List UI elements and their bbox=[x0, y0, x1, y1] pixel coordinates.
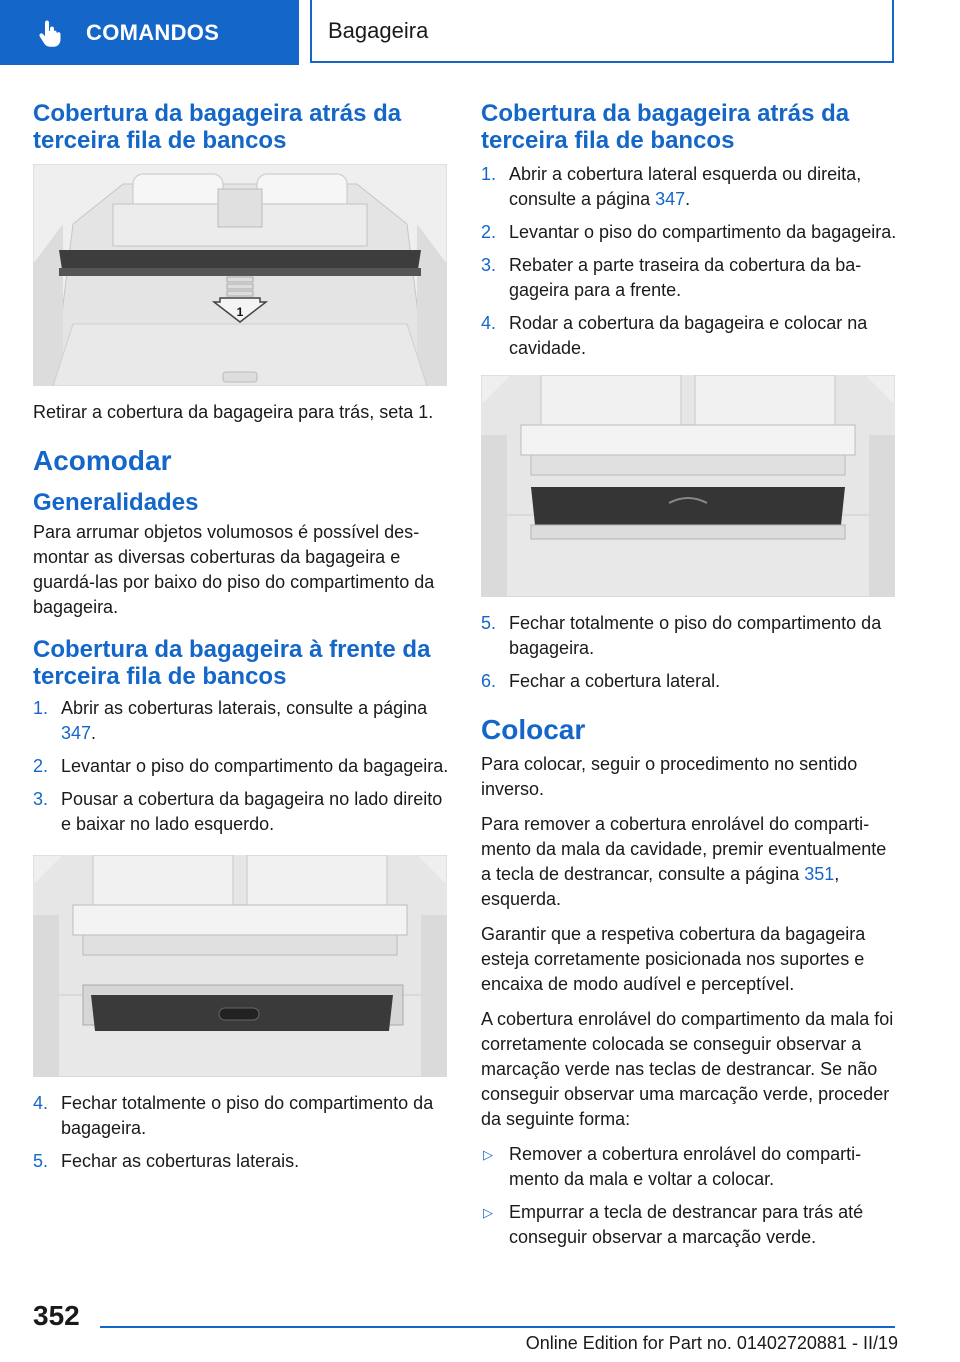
step-text: Levantar o piso do compartimento da bagageira. bbox=[509, 222, 897, 242]
step-text: Levantar o piso do compartimento da bagageira. bbox=[61, 756, 449, 776]
heading-colocar: Colocar bbox=[481, 714, 586, 745]
step-number: 2. bbox=[33, 756, 49, 776]
colocar-paragraph-2 bbox=[481, 812, 901, 912]
bullet-list bbox=[481, 1142, 901, 1250]
colocar-paragraph-4: A cobertura enrolável do compartimento da mala foi corretamente colocada se conseguir observar a marcação verde nas teclas de destrancar. Se não conseguir observar uma marcação verde, proceder da seguinte forma: bbox=[481, 1009, 894, 1129]
step-item bbox=[33, 1149, 453, 1174]
step-text: Fechar a cobertura lateral. bbox=[509, 671, 721, 691]
list-item bbox=[481, 1142, 901, 1192]
triangle-bullet-icon: ▷ bbox=[483, 1147, 493, 1162]
step-number: 3. bbox=[481, 255, 497, 275]
footer-divider bbox=[100, 1326, 895, 1328]
step-number: 6. bbox=[481, 671, 497, 691]
step-text: Rodar a cobertura da bagageira e colocar na cavidade. bbox=[509, 313, 868, 358]
step-item bbox=[481, 220, 901, 245]
step-item bbox=[33, 1091, 453, 1141]
list-item bbox=[481, 1200, 901, 1250]
step-list-behind-b bbox=[481, 611, 901, 694]
step-item bbox=[33, 754, 453, 779]
step-list-front-a bbox=[33, 696, 453, 837]
step-item bbox=[33, 696, 453, 746]
figure-caption: Retirar a cobertura da bagageira para trás, seta 1. bbox=[33, 402, 434, 422]
colocar-paragraph-3: Garantir que a respetiva cobertura da bagageira esteja corretamente posicionada nos suportes e encaixa de modo audível e perceptível. bbox=[481, 924, 866, 994]
page-link[interactable]: 347 bbox=[655, 189, 686, 209]
paragraph-text: Para remover a cobertura enrolável do compartimento da mala da cavidade, premir eventualmente a tecla de destrancar, consulte a página bbox=[481, 814, 887, 884]
step-text-end: . bbox=[91, 723, 97, 743]
section-header bbox=[310, 0, 894, 63]
heading-cover-front-third-row: Cobertura da bagageira à frente da terceira fila de bancos bbox=[33, 636, 431, 690]
chapter-title: COMANDOS bbox=[86, 19, 220, 45]
step-item bbox=[481, 311, 901, 361]
hand-pointer-icon bbox=[38, 19, 62, 47]
step-number: 4. bbox=[33, 1093, 49, 1113]
figure-cargo-cover-removal bbox=[33, 164, 447, 386]
step-text: Abrir a cobertura lateral esquerda ou direita, consulte a página bbox=[509, 164, 862, 209]
step-item bbox=[33, 787, 453, 837]
chapter-tab[interactable] bbox=[0, 0, 299, 65]
heading-cover-behind-third-row: Cobertura da bagageira atrás da terceira fila de bancos bbox=[33, 100, 402, 154]
edition-note: Online Edition for Part no. 01402720881 - II/19 bbox=[525, 1333, 898, 1353]
page-number: 352 bbox=[33, 1300, 80, 1331]
step-text: Fechar totalmente o piso do compartimento da bagageira. bbox=[61, 1093, 434, 1138]
step-number: 2. bbox=[481, 222, 497, 242]
heading-cover-behind-third-row-right: Cobertura da bagageira atrás da terceira fila de bancos bbox=[481, 100, 850, 154]
heading-acomodar: Acomodar bbox=[33, 445, 172, 476]
step-text: Fechar totalmente o piso do compartimento da bagageira. bbox=[509, 613, 882, 658]
step-item bbox=[481, 162, 901, 212]
bullet-text: Remover a cobertura enrolável do compartimento da mala e voltar a colocar. bbox=[509, 1144, 862, 1189]
step-list-behind-a bbox=[481, 162, 901, 361]
step-text: Rebater a parte traseira da cobertura da bagageira para a frente. bbox=[509, 255, 862, 300]
page-link[interactable]: 347 bbox=[61, 723, 92, 743]
step-item bbox=[481, 669, 901, 694]
section-title: Bagageira bbox=[328, 17, 429, 43]
heading-generalidades: Generalidades bbox=[33, 489, 199, 516]
step-number: 1. bbox=[481, 164, 497, 184]
generalidades-paragraph: Para arrumar objetos volumosos é possível desmontar as diversas coberturas da bagageira e guardá-las por baixo do piso do compartimento da bagageira. bbox=[33, 522, 435, 617]
right-column bbox=[481, 100, 901, 1258]
colocar-paragraph-1: Para colocar, seguir o procedimento no sentido inverso. bbox=[481, 754, 858, 799]
step-text: Fechar as coberturas laterais. bbox=[61, 1151, 300, 1171]
figure-arrow-label: 1 bbox=[236, 305, 244, 319]
figure-cover-front-position bbox=[33, 855, 447, 1077]
step-number: 5. bbox=[481, 613, 497, 633]
paragraph-text-end: , esquerda. bbox=[481, 864, 840, 909]
step-number: 1. bbox=[33, 698, 49, 718]
triangle-bullet-icon: ▷ bbox=[483, 1205, 493, 1220]
figure-cover-in-cavity bbox=[481, 375, 895, 597]
step-item bbox=[481, 253, 901, 303]
step-number: 3. bbox=[33, 789, 49, 809]
left-column bbox=[33, 100, 453, 1184]
page-link[interactable]: 351 bbox=[804, 864, 835, 884]
step-text: Pousar a cobertura da bagageira no lado direito e baixar no lado esquerdo. bbox=[61, 789, 443, 834]
step-text-end: . bbox=[685, 189, 691, 209]
bullet-text: Empurrar a tecla de destrancar para trás até conseguir observar a marcação verde. bbox=[509, 1202, 864, 1247]
step-number: 4. bbox=[481, 313, 497, 333]
step-text: Abrir as coberturas laterais, consulte a página bbox=[61, 698, 428, 718]
step-item bbox=[481, 611, 901, 661]
step-list-front-b bbox=[33, 1091, 453, 1174]
step-number: 5. bbox=[33, 1151, 49, 1171]
